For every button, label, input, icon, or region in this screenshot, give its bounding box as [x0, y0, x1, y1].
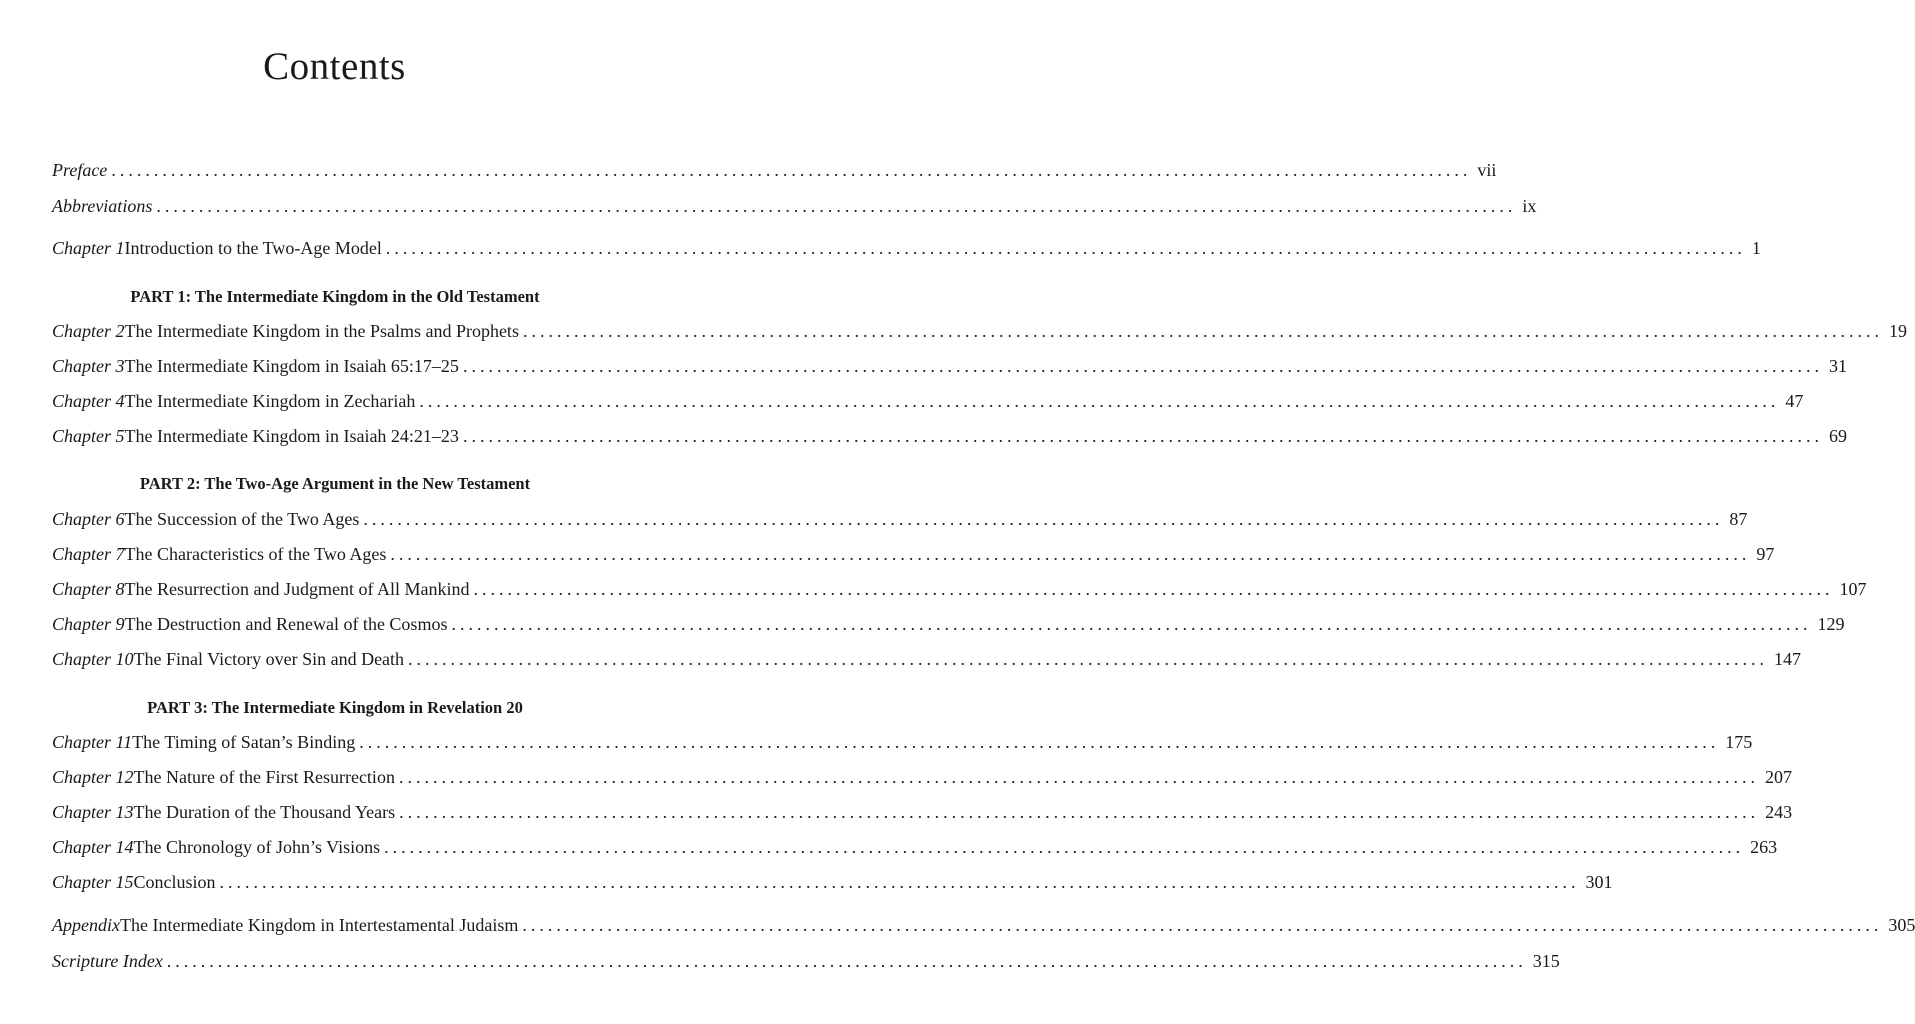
entry-page: 315	[1532, 951, 1560, 971]
dot-leader: ................................................................................................................................................................	[385, 238, 1746, 258]
entry-label: Chapter 13	[52, 802, 134, 822]
entry-title: The Nature of the First Resurrection	[133, 767, 395, 787]
dot-leader: ................................................................................................................................................................	[219, 872, 1580, 892]
entry-title: Introduction to the Two-Age Model	[124, 238, 382, 258]
entry-label: Chapter 12	[52, 767, 134, 787]
entry-title: The Succession of the Two Ages	[124, 509, 360, 529]
toc-entry-abbreviations[interactable]	[52, 193, 1537, 219]
entry-label: Appendix	[52, 915, 120, 935]
entry-title: The Intermediate Kingdom in Isaiah 24:21–23	[124, 426, 459, 446]
entry-label: Chapter 3	[52, 356, 125, 376]
entry-label: Chapter 1	[52, 238, 125, 258]
entry-label: Chapter 6	[52, 509, 125, 529]
toc-entry-chapter-7[interactable]	[52, 541, 1775, 567]
dot-leader: ................................................................................................................................................................	[462, 356, 1823, 376]
entry-page: 107	[1839, 579, 1867, 599]
entry-label: Chapter 14	[52, 837, 134, 857]
toc-entry-chapter-5[interactable]	[52, 423, 1847, 449]
entry-title: The Timing of Satan’s Binding	[132, 732, 356, 752]
entry-label: Chapter 7	[52, 544, 125, 564]
entry-page: 175	[1725, 732, 1753, 752]
entry-page: 1	[1751, 238, 1761, 258]
entry-page: ix	[1522, 196, 1537, 216]
entry-title: The Characteristics of the Two Ages	[124, 544, 387, 564]
entry-page: 69	[1828, 426, 1847, 446]
part-2-heading: PART 2: The Two-Age Argument in the New Testament	[139, 474, 531, 493]
toc-entry-preface[interactable]	[52, 157, 1497, 183]
entry-label: Chapter 8	[52, 579, 125, 599]
entry-title: The Intermediate Kingdom in Isaiah 65:17–25	[124, 356, 459, 376]
part-1-heading: PART 1: The Intermediate Kingdom in the Old Testament	[130, 287, 540, 306]
toc-entry-chapter-9[interactable]	[52, 611, 1845, 637]
toc-entry-appendix[interactable]	[52, 912, 1915, 938]
dot-leader: ................................................................................................................................................................	[522, 321, 1883, 341]
toc-entry-chapter-1[interactable]	[52, 235, 1761, 261]
entry-page: 129	[1817, 614, 1845, 634]
dot-leader: ................................................................................................................................................................	[111, 160, 1472, 180]
toc-entry-chapter-6[interactable]	[52, 506, 1748, 532]
dot-leader: ................................................................................................................................................................	[522, 915, 1883, 935]
entry-page: 305	[1888, 915, 1915, 935]
toc-entry-chapter-3[interactable]	[52, 353, 1847, 379]
part-3-heading: PART 3: The Intermediate Kingdom in Revelation 20	[147, 698, 523, 717]
dot-leader: ................................................................................................................................................................	[399, 802, 1760, 822]
entry-title: Conclusion	[133, 872, 216, 892]
page-title: Contents	[263, 45, 406, 88]
entry-title: The Intermediate Kingdom in Intertestamental Judaism	[119, 915, 519, 935]
entry-page: 263	[1750, 837, 1778, 857]
entry-page: 47	[1785, 391, 1804, 411]
entry-label: Chapter 15	[52, 872, 134, 892]
entry-label: Scripture Index	[52, 951, 163, 971]
dot-leader: ................................................................................................................................................................	[390, 544, 1751, 564]
entry-page: 243	[1765, 802, 1793, 822]
entry-title: The Intermediate Kingdom in the Psalms and Prophets	[124, 321, 519, 341]
entry-title: The Chronology of John’s Visions	[133, 837, 381, 857]
dot-leader: ................................................................................................................................................................	[166, 951, 1527, 971]
entry-label: Preface	[52, 160, 108, 180]
toc-entry-chapter-14[interactable]	[52, 834, 1778, 860]
entry-title: The Destruction and Renewal of the Cosmos	[124, 614, 448, 634]
dot-leader: ................................................................................................................................................................	[473, 579, 1834, 599]
dot-leader: ................................................................................................................................................................	[408, 649, 1769, 669]
entry-label: Chapter 10	[52, 649, 134, 669]
entry-title: The Resurrection and Judgment of All Mankind	[124, 579, 470, 599]
toc-entry-chapter-13[interactable]	[52, 799, 1793, 825]
entry-page: 301	[1585, 872, 1613, 892]
entry-title: The Intermediate Kingdom in Zechariah	[124, 391, 416, 411]
dot-leader: ................................................................................................................................................................	[419, 391, 1780, 411]
entry-page: 87	[1729, 509, 1748, 529]
toc-entry-chapter-15[interactable]	[52, 869, 1613, 895]
entry-label: Chapter 5	[52, 426, 125, 446]
toc-entry-scripture-index[interactable]	[52, 948, 1560, 974]
dot-leader: ................................................................................................................................................................	[156, 196, 1517, 216]
dot-leader: ................................................................................................................................................................	[359, 732, 1720, 752]
toc-entry-chapter-11[interactable]	[52, 729, 1753, 755]
entry-title: The Duration of the Thousand Years	[133, 802, 396, 822]
entry-page: 97	[1756, 544, 1775, 564]
entry-page: 147	[1774, 649, 1802, 669]
dot-leader: ................................................................................................................................................................	[462, 426, 1823, 446]
entry-page: 19	[1888, 321, 1907, 341]
dot-leader: ................................................................................................................................................................	[398, 767, 1759, 787]
dot-leader: ................................................................................................................................................................	[451, 614, 1812, 634]
entry-label: Chapter 2	[52, 321, 125, 341]
toc-entry-chapter-12[interactable]	[52, 764, 1792, 790]
dot-leader: ................................................................................................................................................................	[384, 837, 1745, 857]
entry-label: Chapter 9	[52, 614, 125, 634]
toc-entry-chapter-4[interactable]	[52, 388, 1804, 414]
entry-page: 207	[1764, 767, 1792, 787]
entry-title: The Final Victory over Sin and Death	[133, 649, 405, 669]
entry-label: Chapter 11	[52, 732, 133, 752]
entry-label: Chapter 4	[52, 391, 125, 411]
entry-page: 31	[1828, 356, 1847, 376]
dot-leader: ................................................................................................................................................................	[363, 509, 1724, 529]
toc-entry-chapter-2[interactable]	[52, 318, 1907, 344]
toc-entry-chapter-8[interactable]	[52, 576, 1867, 602]
entry-label: Abbreviations	[52, 196, 153, 216]
toc-entry-chapter-10[interactable]	[52, 646, 1802, 672]
entry-page: vii	[1477, 160, 1497, 180]
